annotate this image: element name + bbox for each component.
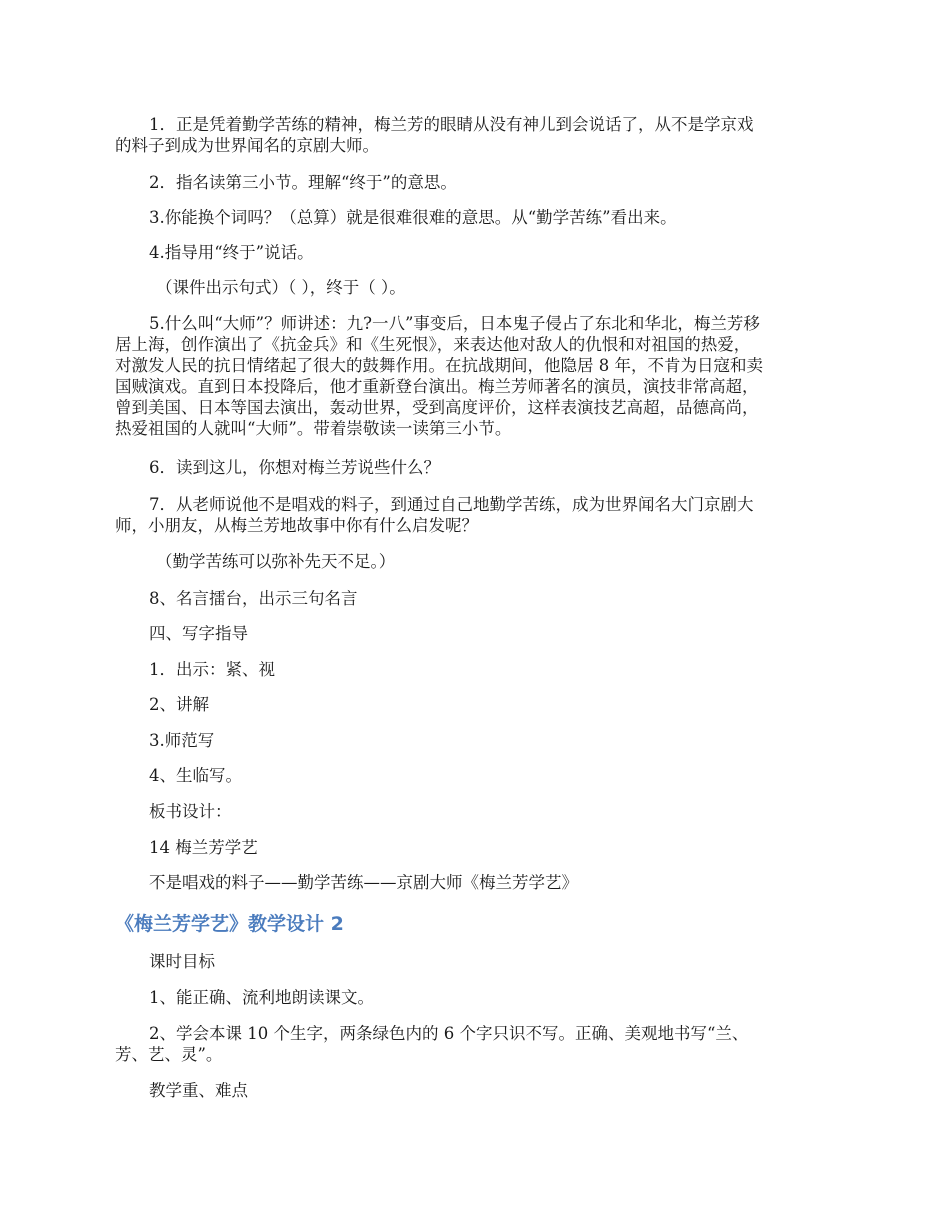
text-line: 热爱祖国的人就叫“大师”。带着崇敬读一读第三小节。 xyxy=(115,419,512,438)
paragraph-14: 3.师范写 xyxy=(149,731,215,750)
lesson-goal-label: 课时目标 xyxy=(149,952,215,971)
text-line: 曾到美国、日本等国去演出，轰动世界，受到高度评价，这样表演技艺高超，品德高尚， xyxy=(115,398,759,417)
paragraph-2: 2．指名读第三小节。理解“终于”的意思。 xyxy=(149,173,457,192)
paragraph-9: （勤学苦练可以弥补先天不足。） xyxy=(156,552,396,571)
paragraph-15: 4、生临写。 xyxy=(149,766,242,785)
section-heading-writing: 四、写字指导 xyxy=(149,624,248,643)
goal-1: 1、能正确、流利地朗读课文。 xyxy=(149,988,374,1007)
key-points-label: 教学重、难点 xyxy=(149,1081,248,1100)
text-line: 国贼演戏。直到日本投降后，他才重新登台演出。梅兰芳师著名的演员，演技非常高超， xyxy=(115,377,759,396)
board-design-label: 板书设计： xyxy=(149,802,232,821)
goal-2 xyxy=(115,1023,835,1065)
paragraph-8 xyxy=(115,494,835,536)
text-line: 7．从老师说他不是唱戏的料子，到通过自己地勤学苦练，成为世界闻名大门京剧大 xyxy=(149,495,754,514)
text-line: 5.什么叫“大师”？师讲述：九?一八”事变后，日本鬼子侵占了东北和华北，梅兰芳移 xyxy=(149,314,760,333)
section-2-heading: 《梅兰芳学艺》教学设计 2 xyxy=(115,913,344,935)
paragraph-3: 3.你能换个词吗？（总算）就是很难很难的意思。从“勤学苦练”看出来。 xyxy=(149,208,677,227)
text-line: 芳、艺、灵”。 xyxy=(115,1045,223,1064)
paragraph-7: 6．读到这儿，你想对梅兰芳说些什么？ xyxy=(149,458,440,477)
paragraph-13: 2、讲解 xyxy=(149,695,209,714)
paragraph-4: 4.指导用“终于”说话。 xyxy=(149,243,314,262)
text-line: 对激发人民的抗日情绪起了很大的鼓舞作用。在抗战期间，他隐居 8 年，不肯为日寇和卖 xyxy=(115,356,763,375)
paragraph-10: 8、名言擂台，出示三句名言 xyxy=(149,589,358,608)
paragraph-1 xyxy=(115,114,835,156)
text-line: 师，小朋友，从梅兰芳地故事中你有什么启发呢？ xyxy=(115,516,478,535)
paragraph-5: （课件出示句式）（ ），终于（ ）。 xyxy=(156,278,406,297)
text-line: 2、学会本课 10 个生字，两条绿色内的 6 个字只识不写。正确、美观地书写“兰、 xyxy=(149,1024,749,1043)
text-line: 居上海，创作演出了《抗金兵》和《生死恨》，来表达他对敌人的仇恨和对祖国的热爱， xyxy=(115,335,751,354)
text-line: 的料子到成为世界闻名的京剧大师。 xyxy=(115,136,379,155)
text-line: 1．正是凭着勤学苦练的精神，梅兰芳的眼睛从没有神儿到会说话了，从不是学京戏 xyxy=(149,115,754,134)
paragraph-6 xyxy=(115,313,835,439)
board-title: 14 梅兰芳学艺 xyxy=(149,838,258,857)
paragraph-12: 1．出示：紧、视 xyxy=(149,660,275,679)
board-content: 不是唱戏的料子——勤学苦练——京剧大师《梅兰芳学艺》 xyxy=(149,873,578,892)
